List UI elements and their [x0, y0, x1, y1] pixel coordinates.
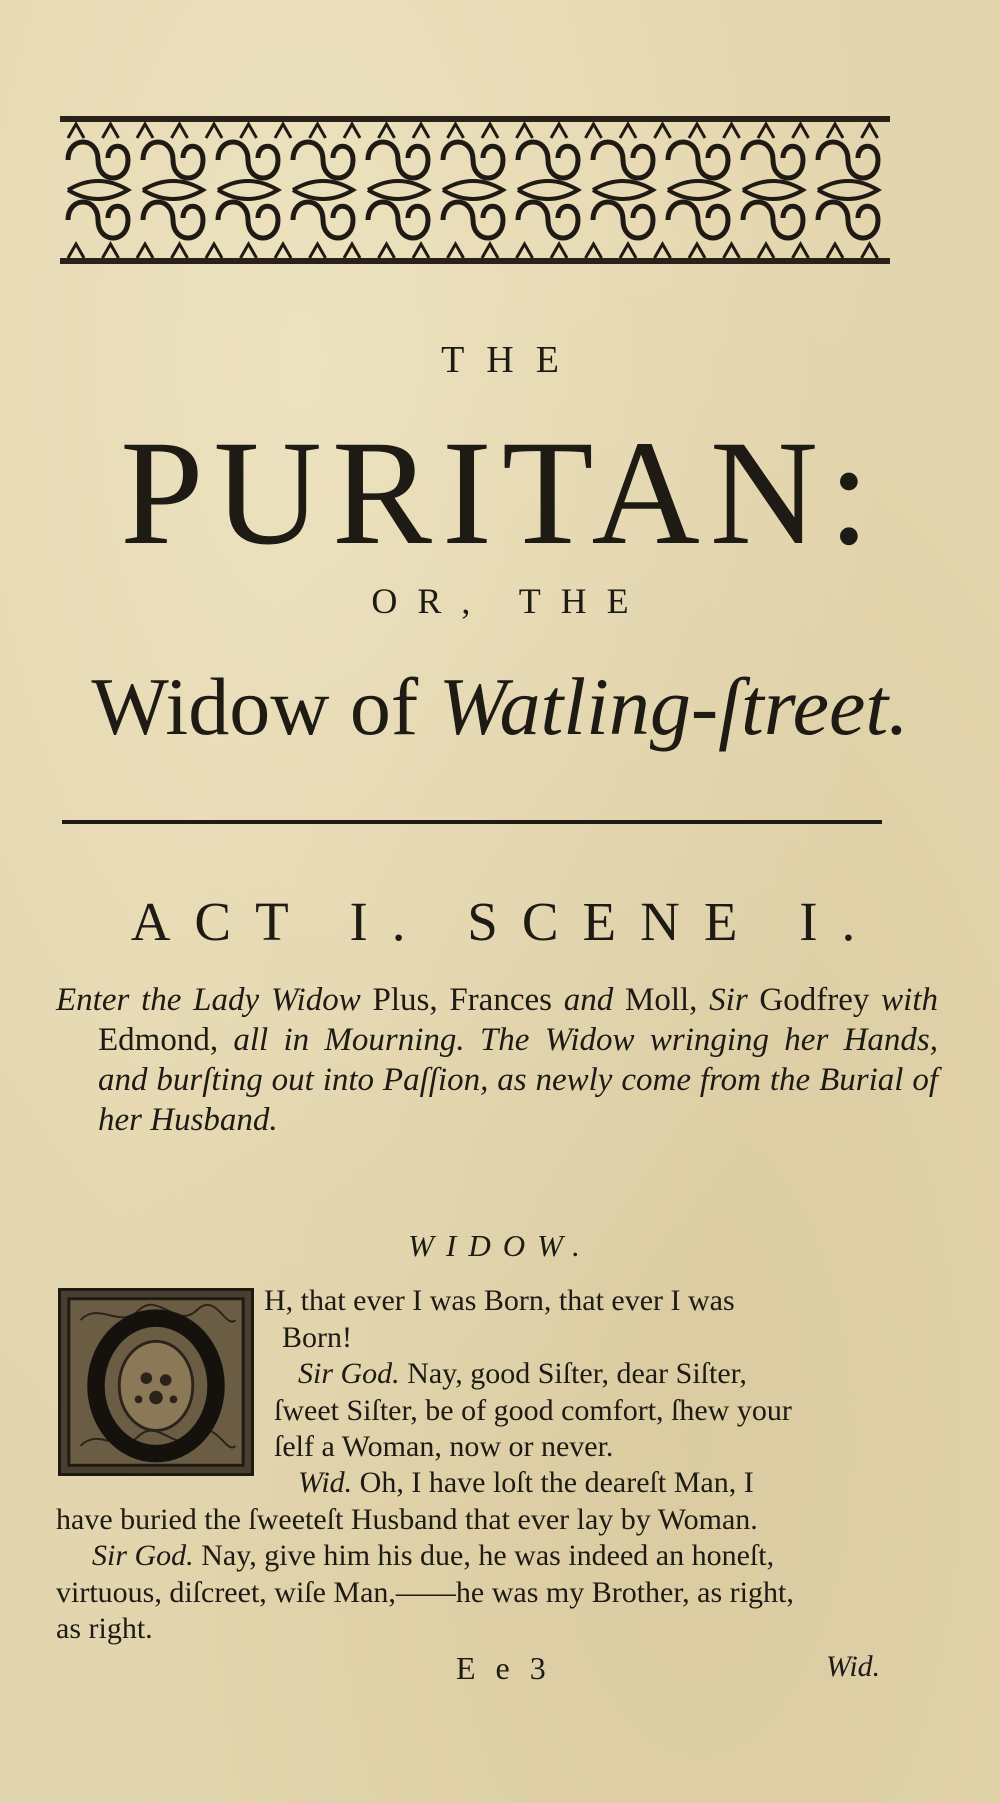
subtitle-italic: Watling-ſtreet. — [438, 661, 909, 752]
speaker-abbrev: Wid. — [298, 1466, 353, 1499]
speech-line: H, that ever I was Born, that ever I was — [264, 1284, 735, 1317]
sd-part: and — [563, 982, 614, 1018]
speaker-heading: WIDOW. — [408, 1228, 592, 1263]
sd-part: Sir — [709, 982, 748, 1018]
speech-line: as right. — [56, 1612, 153, 1645]
speech-line: Born! — [282, 1321, 352, 1354]
speech-line: ſelf a Woman, now or never. — [274, 1430, 614, 1463]
horizontal-rule — [62, 820, 882, 824]
subtitle — [0, 661, 1000, 752]
decorated-initial-o — [58, 1288, 254, 1476]
sd-part: Edmond, — [98, 1022, 234, 1058]
subtitle-plain: Widow of — [91, 661, 439, 752]
stage-direction — [56, 980, 938, 1140]
speaker-abbrev: Sir God. — [298, 1357, 400, 1390]
main-title: PURITAN: — [120, 410, 880, 576]
speech-line: have buried the ſweeteſt Husband that ever lay by Woman. — [56, 1503, 758, 1536]
sd-part: Moll, — [613, 982, 710, 1018]
act-scene-heading: ACT I. SCENE I. — [130, 891, 880, 952]
title-or-the: OR, THE — [371, 581, 649, 621]
speech-line: virtuous, diſcreet, wiſe Man,——he was my Brother, as right, — [56, 1576, 794, 1609]
sd-part: Enter the Lady Widow — [56, 982, 361, 1018]
title-the: THE — [441, 339, 581, 381]
speech-line: ſweet Siſter, be of good comfort, ſhew your — [274, 1394, 792, 1427]
catchword: Wid. — [826, 1650, 881, 1683]
ornamental-headpiece — [60, 108, 890, 276]
sd-part: Plus, Frances — [360, 982, 564, 1018]
speech-text: Nay, good Siſter, dear Siſter, — [399, 1357, 747, 1390]
speech-line — [298, 1466, 754, 1500]
speech-line — [298, 1357, 747, 1391]
signature-mark: E e 3 — [456, 1650, 552, 1686]
speech-text: Nay, give him his due, he was indeed an honeſt, — [193, 1539, 775, 1572]
sd-part: Godfrey — [747, 982, 882, 1018]
sd-part: all in Mourning. The Widow wringing her Hands, and burſting out into Paſſion, as newly come from the Burial of her Husband. — [98, 1022, 938, 1138]
speech-line — [92, 1539, 774, 1573]
speaker-abbrev: Sir God. — [92, 1539, 194, 1572]
sd-part: with — [881, 982, 939, 1018]
speech-text: Oh, I have loſt the deareſt Man, I — [352, 1466, 754, 1499]
